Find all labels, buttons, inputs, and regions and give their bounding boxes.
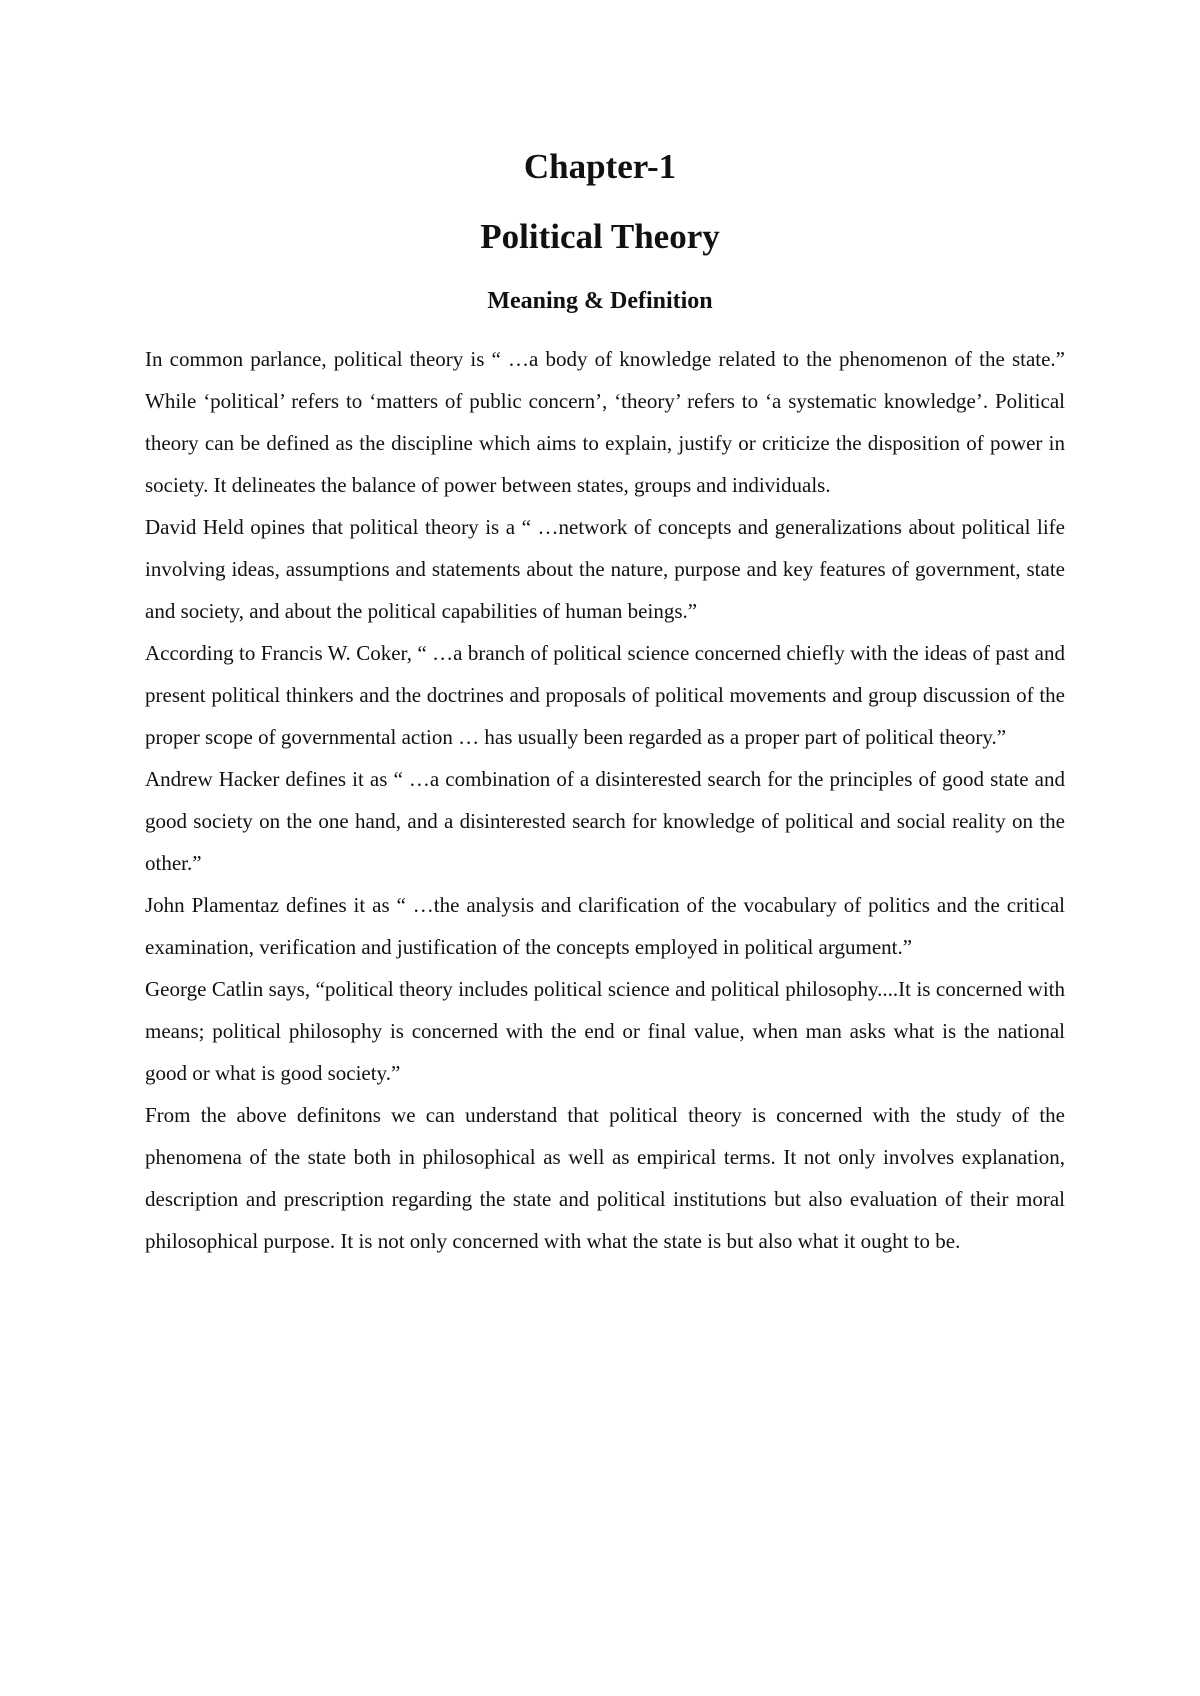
paragraph-david-held: David Held opines that political theory is a “ …network of concepts and generalizations about political life involving ideas, assumptions and statements about the nature, purpose and key features of government, state and society, and about the political capabilities of human beings.” <box>145 515 1065 623</box>
paragraph-george-catlin: George Catlin says, “political theory includes political science and political philosophy....It is concerned with means; political philosophy is concerned with the end or final value, when man asks what is the national good or what is good society.” <box>145 977 1065 1085</box>
paragraph-common-parlance: In common parlance, political theory is “ …a body of knowledge related to the phenomenon of the state.” While ‘political’ refers to ‘matters of public concern’, ‘theory’ refers to ‘a systematic knowledge’. Political theory can be defined as the discipline which aims to explain, justify or criticize the disposition of power in society. It delineates the balance of power between states, groups and individuals. <box>145 347 1065 497</box>
chapter-title: Chapter-1 <box>523 147 677 186</box>
paragraph-john-plamentaz: John Plamentaz defines it as “ …the analysis and clarification of the vocabulary of politics and the critical examination, verification and justification of the concepts employed in political argument.” <box>145 893 1065 959</box>
document-title: Political Theory <box>480 217 720 256</box>
section-heading: Meaning & Definition <box>487 288 713 314</box>
body-text <box>145 338 1065 1262</box>
paragraph-conclusion: From the above definitons we can understand that political theory is concerned with the study of the phenomena of the state both in philosophical as well as empirical terms. It not only involves explanation, description and prescription regarding the state and political institutions but also evaluation of their moral philosophical purpose. It is not only concerned with what the state is but also what it ought to be. <box>145 1103 1065 1253</box>
paragraph-andrew-hacker: Andrew Hacker defines it as “ …a combination of a disinterested search for the principles of good state and good society on the one hand, and a disinterested search for knowledge of political and social reality on the other.” <box>145 767 1065 875</box>
paragraph-francis-coker: According to Francis W. Coker, “ …a branch of political science concerned chiefly with the ideas of past and present political thinkers and the doctrines and proposals of political movements and group discussion of the proper scope of governmental action … has usually been regarded as a proper part of political theory.” <box>145 641 1065 749</box>
